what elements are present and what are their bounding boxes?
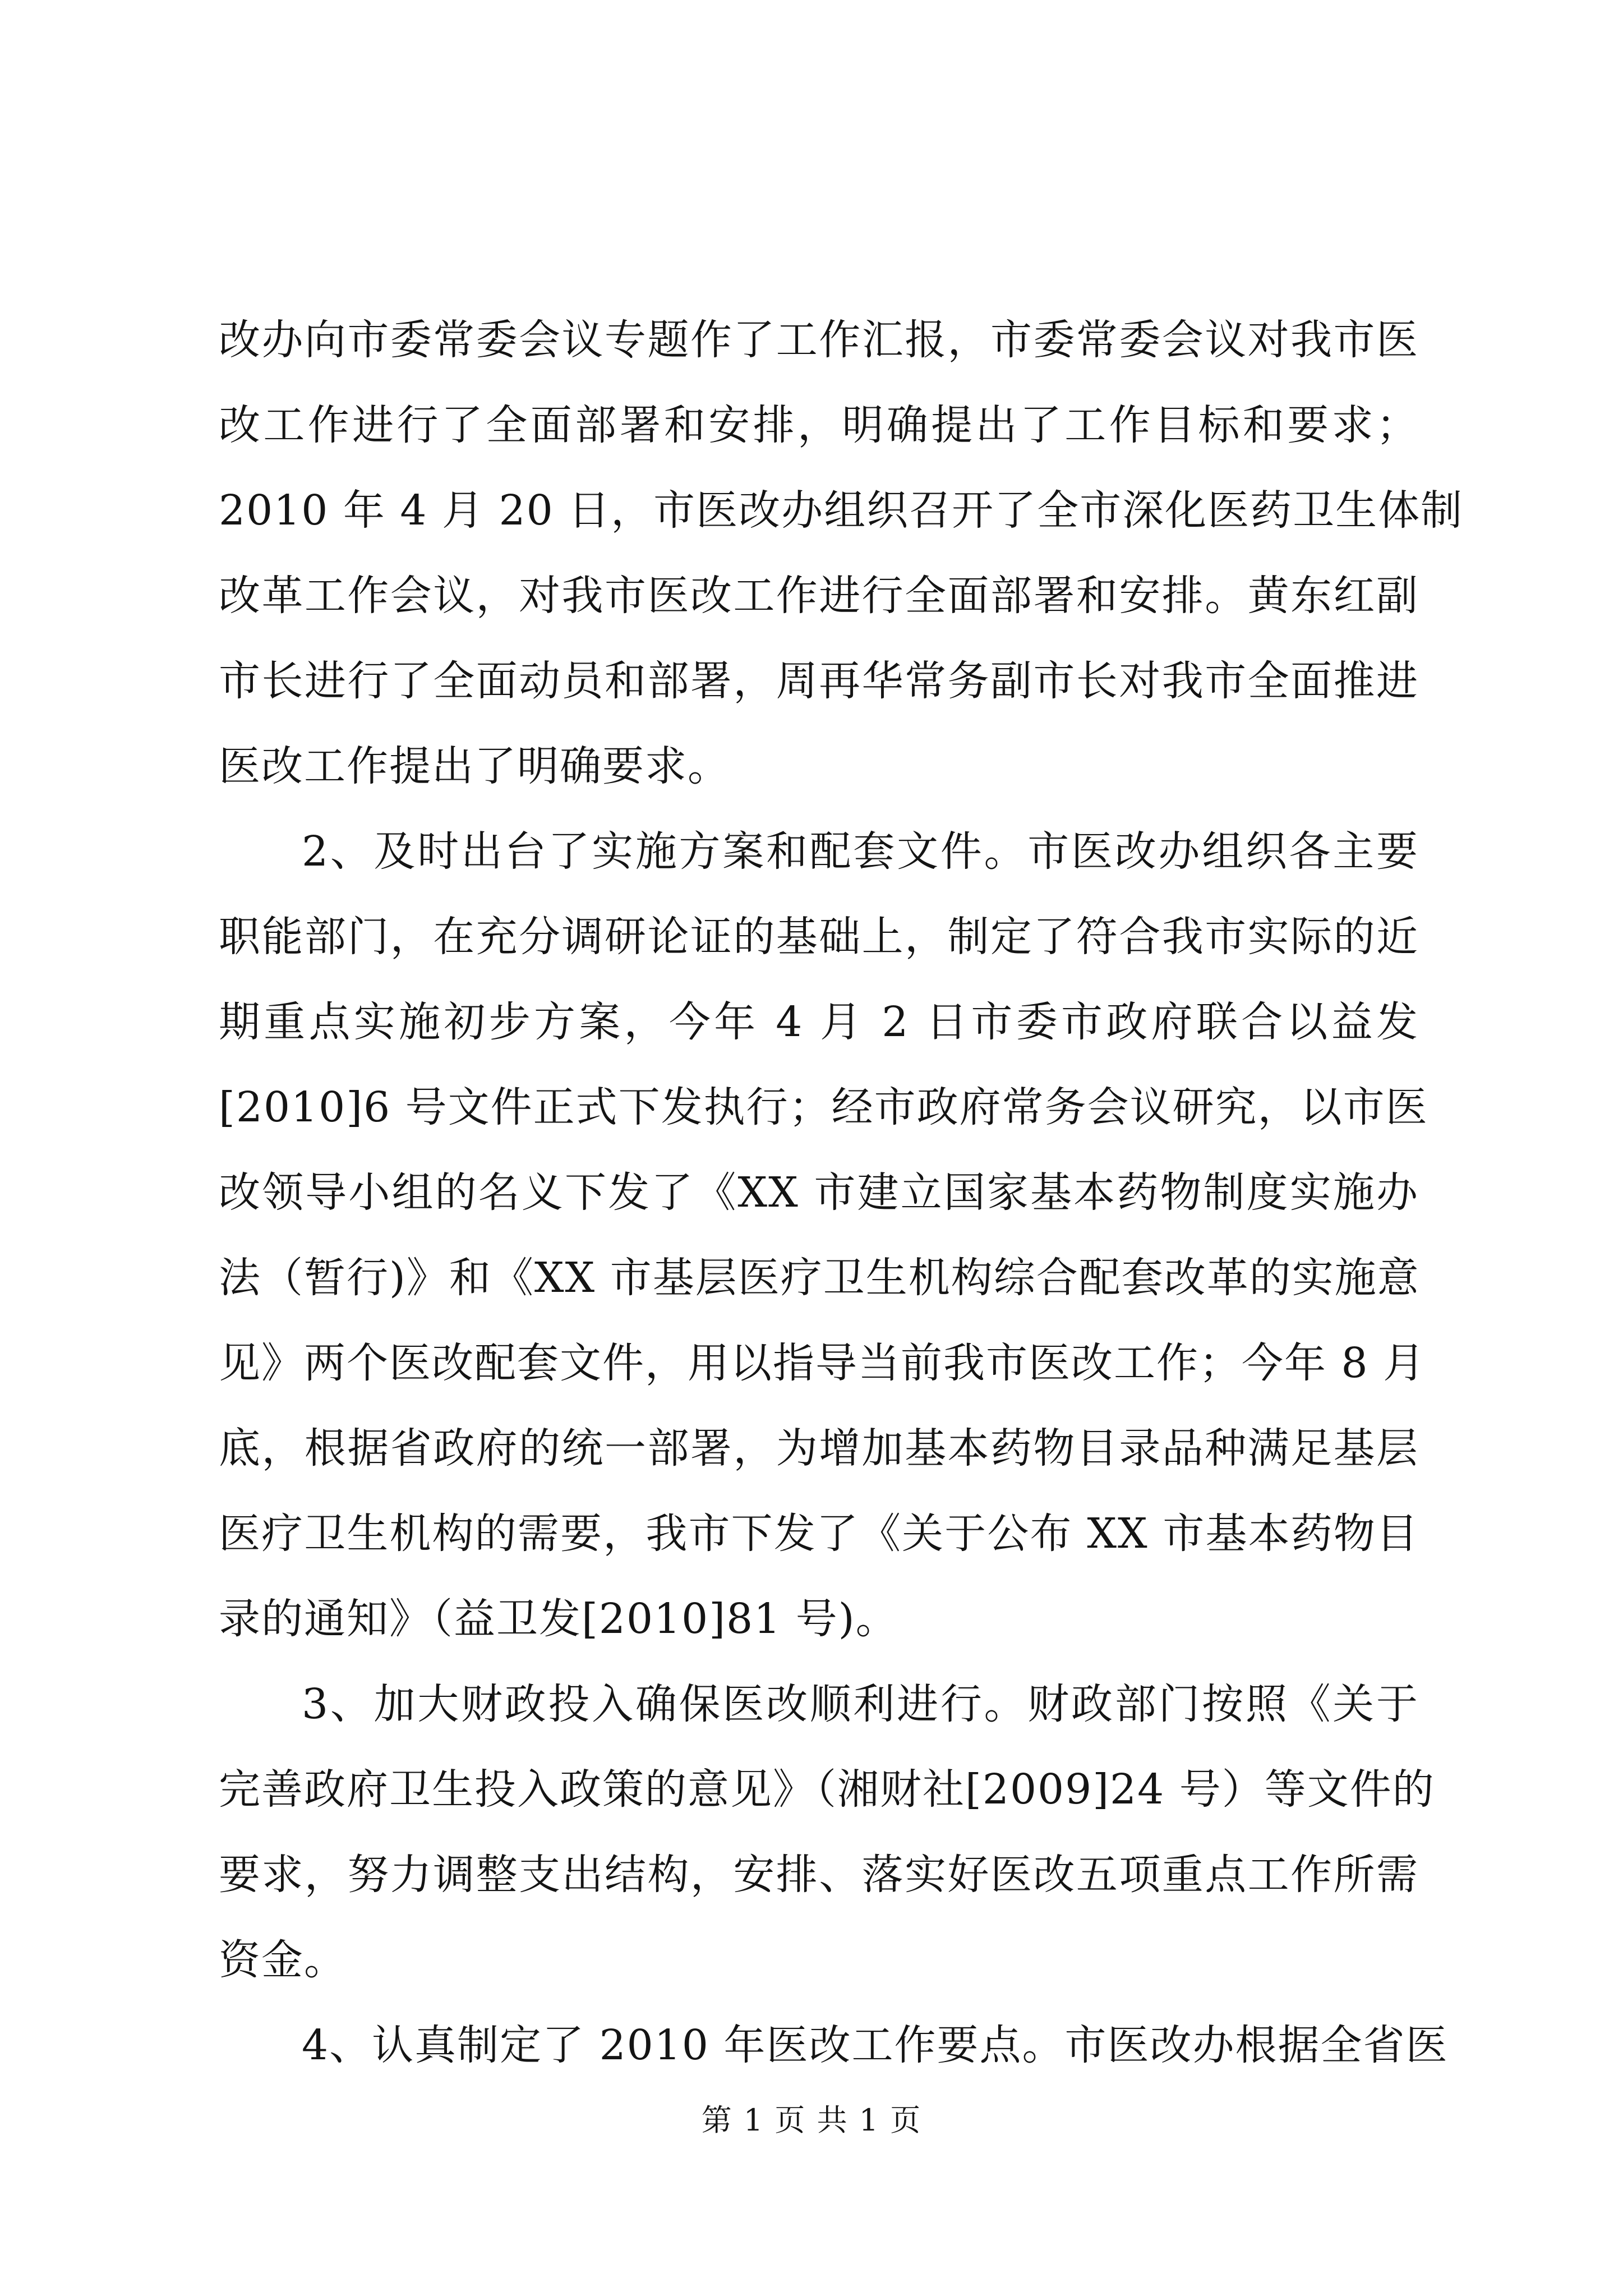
text-line: 市长进行了全面动员和部署，周再华常务副市长对我市全面推进 bbox=[219, 657, 1419, 705]
text-line: 医疗卫生机构的需要，我市下发了《关于公布 XX 市基本药物目 bbox=[219, 1510, 1419, 1558]
text-line: [2010]6 号文件正式下发执行；经市政府常务会议研究，以市医 bbox=[219, 1083, 1428, 1131]
paragraph-4 bbox=[219, 2003, 1449, 2088]
text-line: 期重点实施初步方案，今年 4 月 2 日市委市政府联合以益发 bbox=[219, 998, 1419, 1046]
text-line: 资金。 bbox=[219, 1936, 347, 1984]
text-line: 法（暂行)》和《XX 市基层医疗卫生机构综合配套改革的实施意 bbox=[219, 1254, 1420, 1302]
text-line: 4、认真制定了 2010 年医改工作要点。市医改办根据全省医 bbox=[302, 2021, 1449, 2069]
text-line: 完善政府卫生投入政策的意见》（湘财社[2009]24 号）等文件的 bbox=[219, 1765, 1435, 1814]
text-line: 2010 年 4 月 20 日，市医改办组织召开了全市深化医药卫生体制 bbox=[219, 486, 1464, 535]
document-body bbox=[219, 297, 1464, 2088]
paragraph-3 bbox=[219, 1662, 1435, 2003]
text-line: 录的通知》（益卫发[2010]81 号)。 bbox=[219, 1595, 898, 1643]
text-line: 2、及时出台了实施方案和配套文件。市医改办组织各主要 bbox=[302, 827, 1419, 876]
paragraph-2 bbox=[219, 809, 1428, 1662]
text-line: 改工作进行了全面部署和安排，明确提出了工作目标和要求； bbox=[219, 401, 1419, 449]
text-line: 改领导小组的名义下发了《XX 市建立国家基本药物制度实施办 bbox=[219, 1168, 1419, 1217]
text-line: 改办向市委常委会议专题作了工作汇报，市委常委会议对我市医 bbox=[219, 316, 1419, 364]
text-line: 医改工作提出了明确要求。 bbox=[219, 742, 730, 790]
text-line: 要求，努力调整支出结构，安排、落实好医改五项重点工作所需 bbox=[219, 1851, 1419, 1899]
text-line: 改革工作会议，对我市医改工作进行全面部署和安排。黄东红副 bbox=[219, 572, 1419, 620]
text-line: 3、加大财政投入确保医改顺利进行。财政部门按照《关于 bbox=[302, 1680, 1419, 1728]
paragraph-1 bbox=[219, 297, 1464, 809]
text-line: 见》两个医改配套文件，用以指导当前我市医改工作；今年 8 月 bbox=[219, 1339, 1426, 1387]
page-number-footer: 第 1 页 共 1 页 bbox=[701, 2102, 922, 2138]
text-line: 底，根据省政府的统一部署，为增加基本药物目录品种满足基层 bbox=[219, 1424, 1419, 1473]
text-line: 职能部门，在充分调研论证的基础上，制定了符合我市实际的近 bbox=[219, 913, 1419, 961]
